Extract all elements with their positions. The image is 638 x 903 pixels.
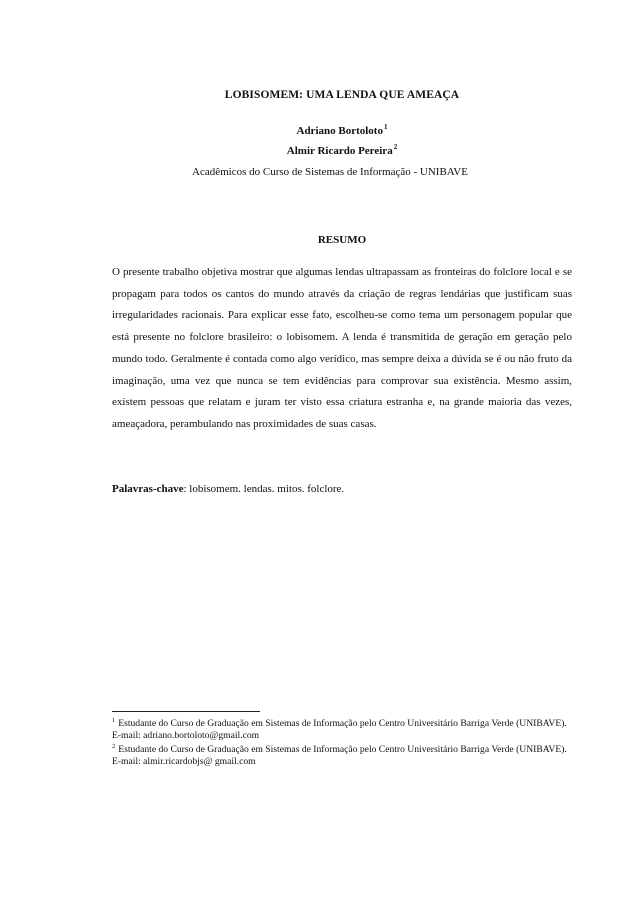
author-2-name: Almir Ricardo Pereira — [286, 145, 393, 157]
footnote-2-email: E-mail: almir.ricardobjs@ gmail.com — [112, 755, 256, 767]
footnote-2-mark: 2 — [112, 743, 116, 751]
footnote-1-mark: 1 — [112, 717, 116, 724]
keywords-label: Palavras-chave — [112, 483, 184, 495]
footnote-1-email: E-mail: adriano.bortoloto@gmail.com — [112, 729, 260, 741]
footnote-divider — [112, 711, 260, 712]
paper-title: LOBISOMEM: UMA LENDA QUE AMEAÇA — [224, 89, 460, 101]
keywords-text: : lobisomem. lendas. mitos. folclore. — [183, 483, 345, 495]
footnote-1 — [112, 715, 572, 730]
author-1 — [0, 123, 638, 137]
author-1-footnote-mark: 1 — [383, 123, 388, 131]
footnote-2-text: Estudante do Curso de Graduação em Sistemas de Informação pelo Centro Universitário Barriga Verde (UNIBAVE). — [118, 744, 567, 756]
abstract-heading: RESUMO — [317, 234, 367, 246]
footnotes — [112, 715, 572, 767]
abstract-text: O presente trabalho objetiva mostrar que algumas lendas ultrapassam as fronteiras do folclore local e se propagam para todos os cantos do mundo através da criação de regras lendárias que justificam suas irregularidades racionais. Para explicar esse fato, escolheu-se como tema um personagem popular que está presente no folclore brasileiro: o lobisomem. A lenda é transmitida de geração em geração pelo mundo todo. Geralmente é contada como algo verídico, mas sempre deixa a dúvida se é ou não fruto da imaginação, uma vez que nunca se tem evidências para comprovar sua existência. Mesmo assim, existem pessoas que relatam e juram ter visto essa criatura estranha e, na grande maioria das vezes, ameaçadora, perambulando nas proximidades de suas casas. — [112, 266, 572, 430]
footnote-1-text: Estudante do Curso de Graduação em Sistemas de Informação pelo Centro Universitário Barriga Verde (UNIBAVE). — [118, 718, 567, 729]
keywords — [112, 483, 572, 495]
author-2-footnote-mark: 2 — [393, 143, 398, 151]
affiliation: Acadêmicos do Curso de Sistemas de Informação - UNIBAVE — [192, 166, 468, 178]
author-2 — [0, 143, 638, 157]
footnote-2 — [112, 741, 572, 756]
author-1-name: Adriano Bortoloto — [296, 125, 383, 137]
